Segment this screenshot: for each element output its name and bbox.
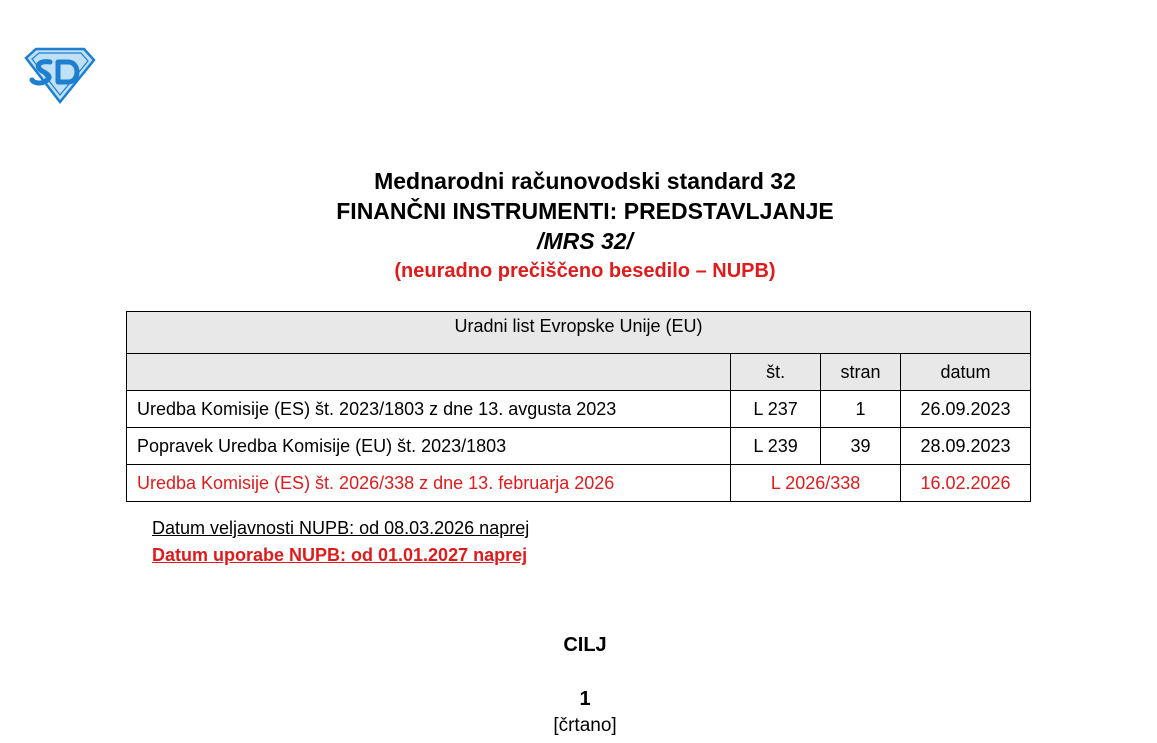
column-header-st: št.: [731, 354, 821, 391]
table-row: [127, 428, 1031, 465]
document-title: [0, 166, 1157, 286]
validity-dates: [152, 515, 529, 569]
title-standard-name: Mednarodni računovodski standard 32: [374, 168, 796, 194]
table-heading: Uradni list Evropske Unije (EU): [127, 312, 1031, 354]
application-date: Datum uporabe NUPB: od 01.01.2027 naprej: [152, 545, 528, 565]
table-cell-document: Uredba Komisije (ES) št. 2023/1803 z dne 13. avgusta 2023: [127, 391, 731, 428]
table-row: [127, 391, 1031, 428]
column-header-stran: stran: [821, 354, 901, 391]
table-heading-row: [127, 312, 1031, 354]
sd-shield-logo-icon: [22, 46, 96, 104]
title-note: (neuradno prečiščeno besedilo – NUPB): [394, 260, 776, 282]
title-code: /MRS 32/: [537, 228, 633, 254]
table-cell-document: Popravek Uredba Komisije (EU) št. 2023/1803: [127, 428, 731, 465]
table-column-header-row: [127, 354, 1031, 391]
table-cell-stran: 1: [821, 391, 901, 428]
section-heading: CILJ: [563, 634, 607, 656]
table-row: [127, 465, 1031, 502]
eu-official-journal-table: [126, 311, 1031, 502]
column-header-datum: datum: [901, 354, 1031, 391]
validity-date: Datum veljavnosti NUPB: od 08.03.2026 naprej: [152, 518, 530, 538]
paragraph-number: 1: [579, 688, 591, 710]
paragraph-text: [črtano]: [553, 715, 617, 736]
title-subject: FINANČNI INSTRUMENTI: PREDSTAVLJANJE: [336, 198, 834, 224]
table-cell-document: Uredba Komisije (ES) št. 2026/338 z dne 13. februarja 2026: [127, 465, 731, 502]
table-cell-datum: 28.09.2023: [901, 428, 1031, 465]
table-cell-st: L 237: [731, 391, 821, 428]
table-cell-stran: 39: [821, 428, 901, 465]
table-cell-datum: 26.09.2023: [901, 391, 1031, 428]
column-header-empty: [127, 354, 731, 391]
table-cell-st: L 239: [731, 428, 821, 465]
table-cell-datum: 16.02.2026: [901, 465, 1031, 502]
table-cell-st-stran: L 2026/338: [731, 465, 901, 502]
